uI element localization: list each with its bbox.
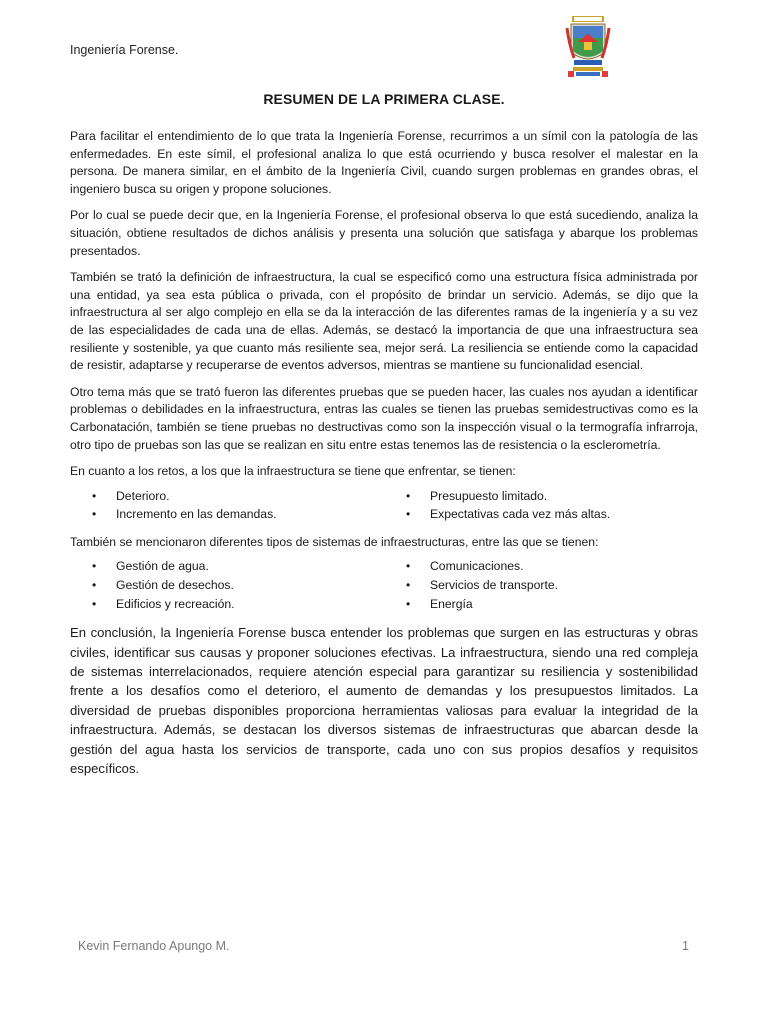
list-item: • Gestión de agua. <box>70 557 384 576</box>
sistemas-list <box>70 557 698 613</box>
list-item: • Gestión de desechos. <box>70 576 384 595</box>
list-item: • Expectativas cada vez más altas. <box>384 505 698 524</box>
footer-page-number: 1 <box>682 939 689 953</box>
paragraph: También se mencionaron diferentes tipos de sistemas de infraestructuras, entre las que se tienen: <box>70 534 599 549</box>
retos-list-right <box>384 487 698 524</box>
sistemas-list-left <box>70 557 384 613</box>
list-item: • Comunicaciones. <box>384 557 698 576</box>
list-item: • Presupuesto limitado. <box>384 487 698 506</box>
list-item: • Deterioro. <box>70 487 384 506</box>
paragraph: En cuanto a los retos, a los que la infraestructura se tiene que enfrentar, se tienen: <box>70 464 516 479</box>
retos-list <box>70 487 698 524</box>
university-crest-icon <box>564 14 612 78</box>
document-body <box>70 128 698 788</box>
list-item: • Energía <box>384 595 698 614</box>
sistemas-list-right <box>384 557 698 613</box>
paragraph: Otro tema más que se trató fueron las diferentes pruebas que se pueden hacer, las cuales nos ayudan a identificar problemas o debilidades en la infraestructura, entras las cuales se tienen las pruebas semidestructivas como es la Carbonatación, también se tiene pruebas no destructivas como son la inspección visual o la termografía infrarroja, otro tipo de pruebas son las que se realizan en situ entre estas tenemos las de resistencia o la esclerometría. <box>70 384 698 452</box>
page-title: RESUMEN DE LA PRIMERA CLASE. <box>263 91 505 107</box>
list-item: • Incremento en las demandas. <box>70 505 384 524</box>
header-text: Ingeniería Forense. <box>70 43 179 57</box>
conclusion-paragraph: En conclusión, la Ingeniería Forense busca entender los problemas que surgen en las estructuras y obras civiles, identificar sus causas y proponer soluciones efectivas. La infraestructura, siendo una red compleja de sistemas interrelacionados, requiere atención especial para garantizar su resiliencia y sostenibilidad frente a los desafíos como el deterioro, el aumento de demandas y los presupuestos limitados. La diversidad de pruebas disponibles proporciona herramientas valiosas para evaluar la integridad de la infraestructura. Además, se destacan los diversos sistemas de infraestructuras que abarcan desde la gestión del agua hasta los servicios de transporte, cada uno con sus propios desafíos y requisitos específicos. <box>70 625 698 777</box>
list-item: • Edificios y recreación. <box>70 595 384 614</box>
paragraph: Para facilitar el entendimiento de lo que trata la Ingeniería Forense, recurrimos a un símil con la patología de las enfermedades. En este símil, el profesional analiza lo que está ocurriendo y busca resolver el malestar en la persona. De manera similar, en el ámbito de la Ingeniería Civil, cuando surgen problemas en grandes obras, el ingeniero busca su origen y propone soluciones. <box>70 129 698 196</box>
paragraph: Por lo cual se puede decir que, en la Ingeniería Forense, el profesional observa lo que está sucediendo, analiza la situación, obtiene resultados de dichos análisis y presenta una solución que satisfaga y abarque los problemas presentados. <box>70 208 698 258</box>
list-item: • Servicios de transporte. <box>384 576 698 595</box>
footer-author: Kevin Fernando Apungo M. <box>78 939 230 953</box>
paragraph: También se trató la definición de infraestructura, la cual se especificó como una estructura física administrada por una entidad, ya sea esta pública o privada, con el propósito de brindar un servicio. Además, se dijo que la infraestructura al ser algo complejo en ella se da la interacción de las diferentes ramas de la ingeniería y a su vez de las especialidades de cada una de ellas. Además, se destacó la importancia de que una infraestructura sea resiliente y sostenible, ya que cuanto más resiliente sea, mejor será. La resiliencia se entiende como la capacidad de resistir, adaptarse y recuperarse de eventos adversos, mientras se mantiene su funcionalidad esencial. <box>70 270 698 373</box>
retos-list-left <box>70 487 384 524</box>
